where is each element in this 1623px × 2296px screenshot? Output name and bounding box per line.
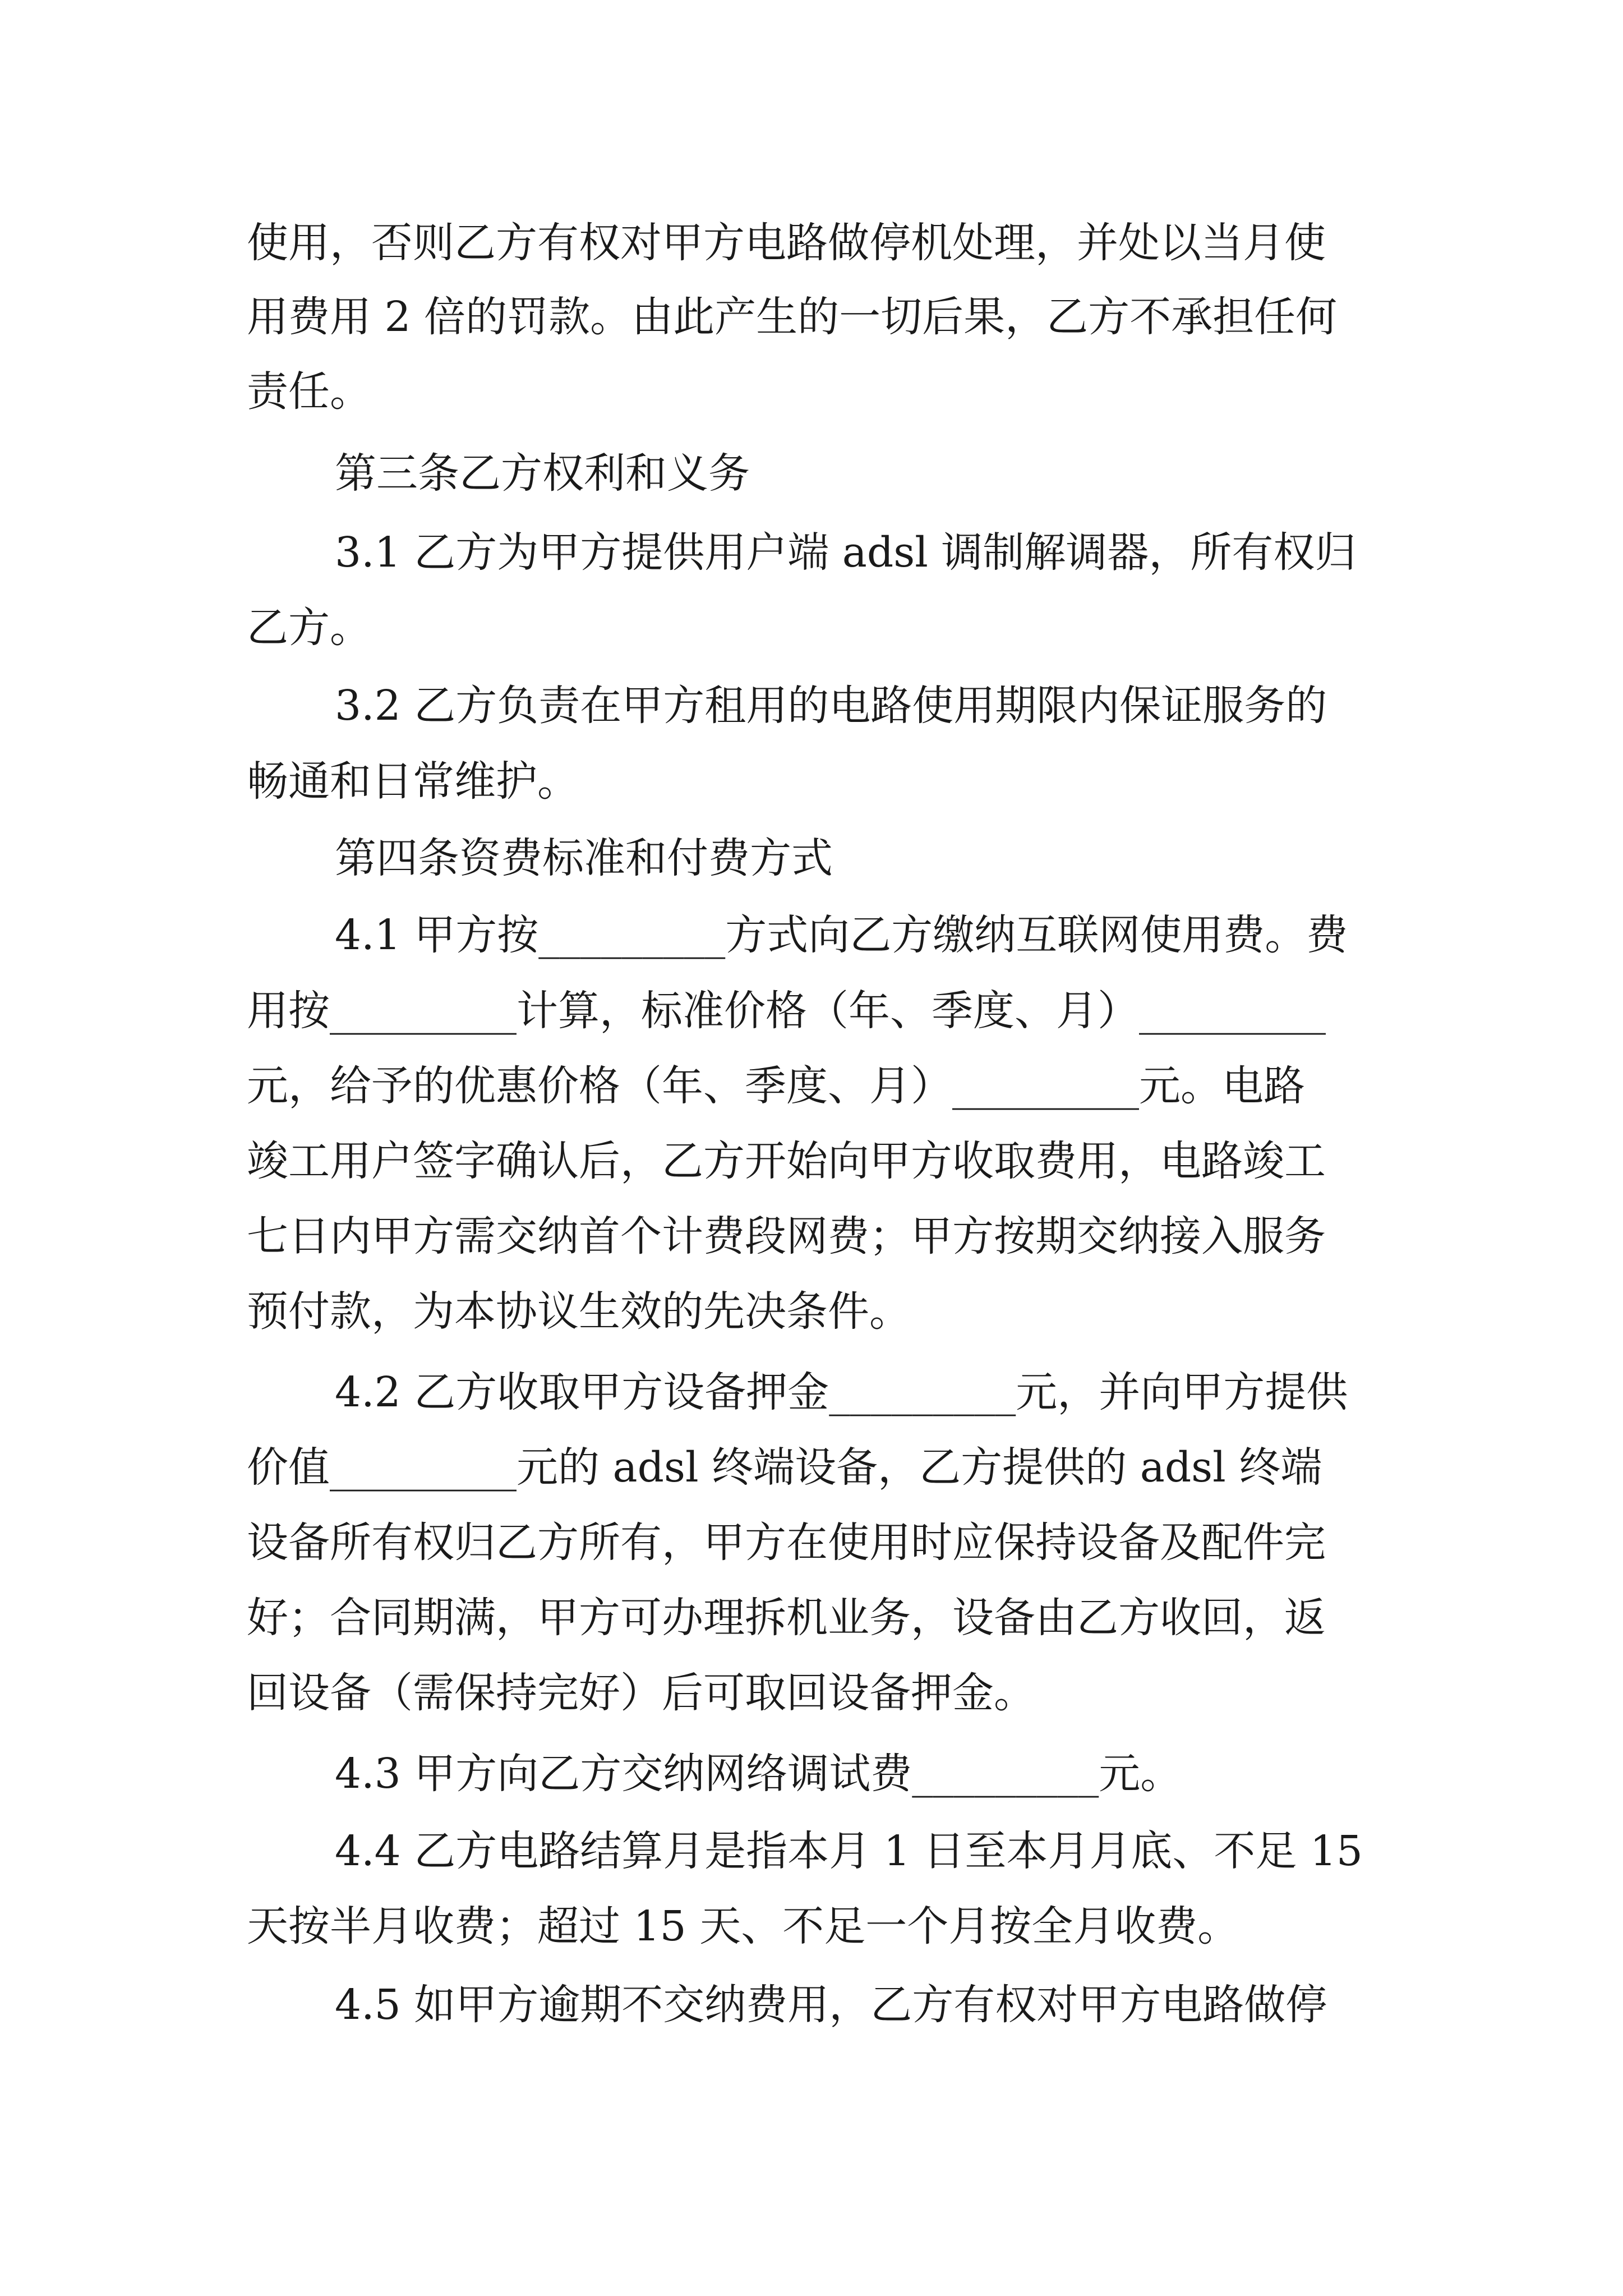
text-line: 七日内甲方需交纳首个计费段网费；甲方按期交纳接入服务: [247, 1212, 1326, 1260]
text-line: 设备所有权归乙方所有，甲方在使用时应保持设备及配件完: [247, 1519, 1326, 1567]
clause-4-2: 4.2 乙方收取甲方设备押金_________元，并向甲方提供: [335, 1368, 1348, 1416]
section-heading: 第四条资费标准和付费方式: [335, 834, 833, 882]
text-line: 天按半月收费；超过 15 天、不足一个月按全月收费。: [247, 1902, 1239, 1950]
text-line: 责任。: [247, 367, 371, 416]
clause-4-4: 4.4 乙方电路结算月是指本月 1 日至本月月底、不足 15: [335, 1827, 1363, 1875]
section-heading: 第三条乙方权利和义务: [335, 449, 750, 498]
clause-4-3: 4.3 甲方向乙方交纳网络调试费_________元。: [335, 1750, 1182, 1798]
text-line: 预付款，为本协议生效的先决条件。: [247, 1287, 911, 1336]
clause-3-2: 3.2 乙方负责在甲方租用的电路使用期限内保证服务的: [335, 682, 1327, 730]
text-line: 畅通和日常维护。: [247, 757, 579, 806]
text-line: 价值_________元的 adsl 终端设备，乙方提供的 adsl 终端: [247, 1443, 1322, 1492]
text-line: 竣工用户签字确认后，乙方开始向甲方收取费用，电路竣工: [247, 1137, 1326, 1185]
text-line: 用按_________计算，标准价格（年、季度、月）_________: [247, 987, 1326, 1035]
text-line: 好；合同期满，甲方可办理拆机业务，设备由乙方收回，返: [247, 1594, 1326, 1642]
text-line: 回设备（需保持完好）后可取回设备押金。: [247, 1669, 1035, 1717]
text-line: 乙方。: [247, 604, 371, 652]
text-line: 元，给予的优惠价格（年、季度、月）_________元。电路: [247, 1062, 1305, 1110]
clause-4-5: 4.5 如甲方逾期不交纳费用，乙方有权对甲方电路做停: [335, 1981, 1327, 2029]
text-line: 使用，否则乙方有权对甲方电路做停机处理，并处以当月使: [247, 219, 1326, 267]
text-line: 用费用 2 倍的罚款。由此产生的一切后果，乙方不承担任何: [247, 293, 1338, 341]
clause-3-1: 3.1 乙方为甲方提供用户端 adsl 调制解调器，所有权归: [335, 528, 1357, 577]
clause-4-1: 4.1 甲方按_________方式向乙方缴纳互联网使用费。费: [335, 911, 1348, 959]
